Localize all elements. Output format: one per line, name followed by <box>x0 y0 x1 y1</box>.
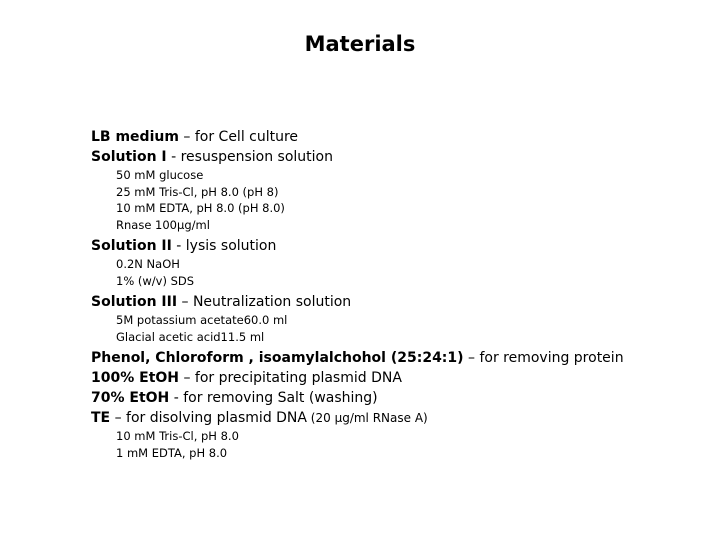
page-title: Materials <box>304 32 416 56</box>
lb-medium-desc: – for Cell culture <box>178 129 299 145</box>
solution-3-line <box>91 292 701 312</box>
te-line <box>91 408 701 428</box>
component-item: 10 mM EDTA, pH 8.0 (pH 8.0) <box>116 201 285 215</box>
etoh-100-line <box>91 368 701 388</box>
etoh-70-line <box>91 388 701 408</box>
component-item: 5M potassium acetate60.0 ml <box>116 313 288 327</box>
te-desc-small: (20 μg/ml RNase A) <box>306 411 428 425</box>
solution-2-line <box>91 236 701 256</box>
phenol-line <box>91 348 701 368</box>
phenol-desc: – for removing protein <box>463 350 624 366</box>
materials-list <box>91 127 701 464</box>
component-item: 25 mM Tris-Cl, pH 8.0 (pH 8) <box>116 184 279 199</box>
etoh-70-name: 70% EtOH <box>91 390 170 406</box>
component-item: 1 mM EDTA, pH 8.0 <box>116 445 228 460</box>
etoh-100-desc: – for precipitating plasmid DNA <box>179 370 402 386</box>
solution-3-components <box>91 312 701 345</box>
component-item: 10 mM Tris-Cl, pH 8.0 <box>116 429 239 443</box>
te-components <box>91 428 701 461</box>
phenol-name: Phenol, Chloroform , isoamylalchohol (25:24:1) <box>91 350 464 366</box>
solution-2-components <box>91 256 701 289</box>
te-name: TE <box>91 410 111 426</box>
component-item: Rnase 100μg/ml <box>116 217 210 232</box>
etoh-100-name: 100% EtOH <box>91 370 179 386</box>
etoh-70-desc: - for removing Salt (washing) <box>169 390 378 406</box>
lb-medium-name: LB medium <box>91 129 179 145</box>
solution-2-name: Solution II <box>91 238 172 254</box>
solution-3-name: Solution III <box>91 294 178 310</box>
component-item: Glacial acetic acid11.5 ml <box>116 329 265 344</box>
solution-3-desc: – Neutralization solution <box>177 294 352 310</box>
te-desc: – for disolving plasmid DNA <box>110 410 307 426</box>
component-item: 0.2N NaOH <box>116 257 180 271</box>
lb-medium-line <box>91 127 701 147</box>
solution-2-desc: - lysis solution <box>171 238 277 254</box>
solution-1-name: Solution I <box>91 149 167 165</box>
solution-1-desc: - resuspension solution <box>166 149 333 165</box>
component-item: 1% (w/v) SDS <box>116 273 195 288</box>
solution-1-line <box>91 147 701 167</box>
solution-1-components <box>91 167 701 233</box>
component-item: 50 mM glucose <box>116 168 204 182</box>
